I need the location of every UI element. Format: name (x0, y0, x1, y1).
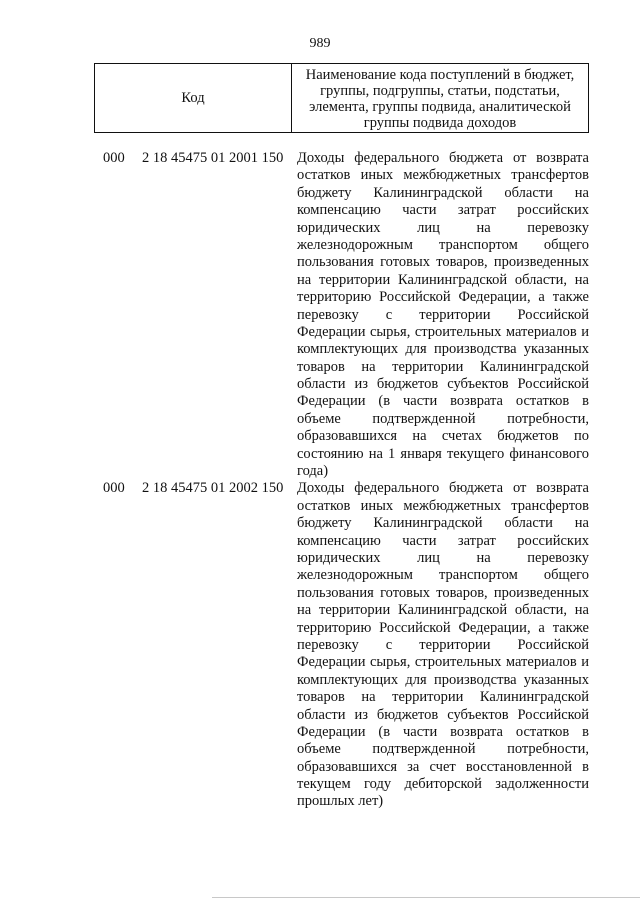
row-income-code: 2 18 45475 01 2001 150 (142, 150, 284, 166)
description-line: Доходы федерального бюджета от возврата (297, 480, 589, 497)
row-description (297, 150, 589, 480)
table-body (0, 150, 640, 811)
header-name-line: Наименование кода поступлений в бюджет, (305, 67, 575, 83)
header-name-line: элемента, группы подвида, аналитической (309, 99, 571, 115)
description-line: прошлых лет) (297, 793, 384, 810)
description-line: остатков иных межбюджетных трансфертов (297, 497, 589, 514)
description-line: компенсацию части затрат российских (297, 202, 589, 219)
header-name-line: группы подвида доходов (363, 115, 517, 131)
description-line: железнодорожным транспортом общего (297, 236, 589, 253)
description-line: области из бюджетов субъектов Российской (297, 376, 589, 393)
description-line: бюджету Калининградской области на (297, 515, 589, 532)
description-line: остатков иных межбюджетных трансфертов (297, 167, 589, 184)
page-number: 989 (309, 36, 331, 51)
header-name-line: группы, подгруппы, статьи, подстатьи, (320, 83, 560, 99)
description-line: объеме подтвержденной потребности, (297, 410, 589, 427)
description-line: компенсацию части затрат российских (297, 532, 589, 549)
description-line: объеме подтвержденной потребности, (297, 741, 589, 758)
table-row (0, 480, 640, 810)
description-line: юридических лиц на перевозку (297, 219, 589, 236)
row-prefix-code: 000 (103, 480, 125, 497)
description-line: территорию Российской Федерации, а также (297, 619, 589, 636)
description-line: пользования готовых товаров, произведенных (297, 584, 589, 601)
description-line: Федерации сырья, строительных материалов и (297, 323, 589, 340)
description-line: пользования готовых товаров, произведенных (297, 254, 589, 271)
description-line: перевозку с территории Российской (297, 636, 589, 653)
description-line: комплектующих для производства указанных (297, 341, 589, 358)
description-line: железнодорожным транспортом общего (297, 567, 589, 584)
header-code-cell: Код (95, 64, 292, 132)
description-line: перевозку с территории Российской (297, 306, 589, 323)
description-line: товаров на территории Калининградской (297, 358, 589, 375)
row-prefix-code: 000 (103, 150, 125, 166)
page-bottom-rule (212, 897, 640, 898)
header-name-cell (292, 64, 588, 132)
description-line: Федерации сырья, строительных материалов и (297, 654, 589, 671)
description-line: образовавшихся на счетах бюджетов по (297, 428, 589, 445)
table-header (94, 63, 589, 133)
description-line: года) (297, 463, 329, 480)
description-line: Доходы федерального бюджета от возврата (297, 150, 589, 166)
description-line: комплектующих для производства указанных (297, 671, 589, 688)
description-line: товаров на территории Калининградской (297, 689, 589, 706)
table-row (0, 150, 640, 480)
description-line: бюджету Калининградской области на (297, 184, 589, 201)
row-income-code: 2 18 45475 01 2002 150 (142, 480, 284, 497)
description-line: текущем году дебиторской задолженности (297, 776, 589, 793)
row-description (297, 480, 589, 810)
description-line: Федерации (в части возврата остатков в (297, 393, 589, 410)
description-line: на территории Калининградской области, на (297, 602, 589, 619)
description-line: на территории Калининградской области, на (297, 271, 589, 288)
description-line: юридических лиц на перевозку (297, 549, 589, 566)
description-line: территорию Российской Федерации, а также (297, 289, 589, 306)
description-line: образовавшихся за счет восстановленной в (297, 758, 589, 775)
description-line: состоянию на 1 января текущего финансового (297, 445, 589, 462)
description-line: Федерации (в части возврата остатков в (297, 723, 589, 740)
description-line: области из бюджетов субъектов Российской (297, 706, 589, 723)
